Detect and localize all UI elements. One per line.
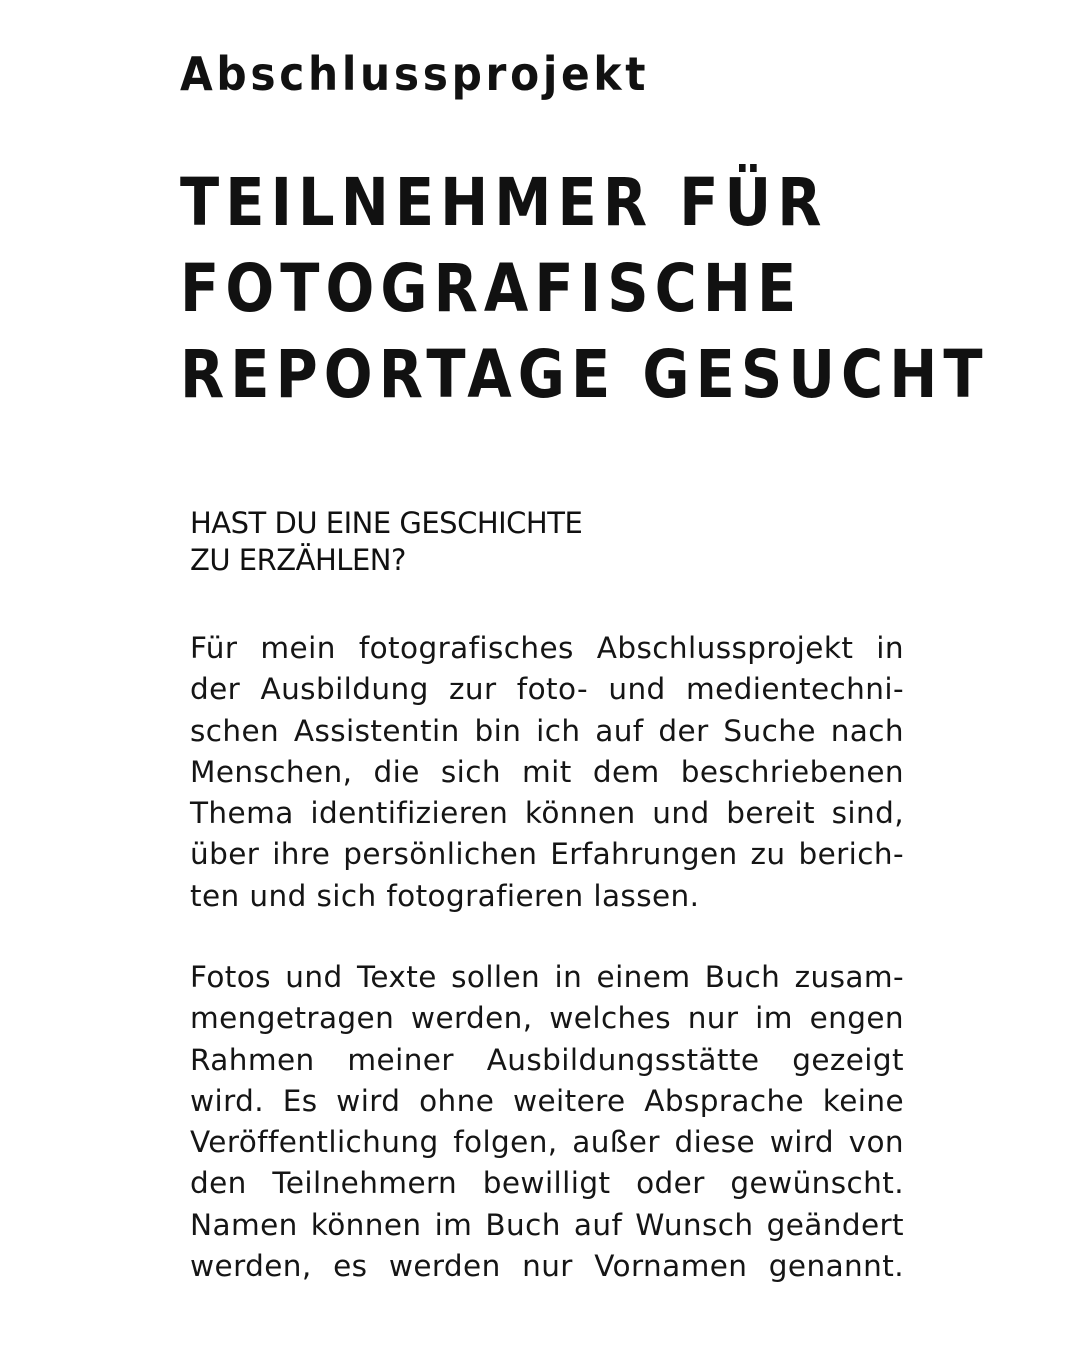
paragraph-intro — [190, 628, 904, 917]
paragraph-line: Für mein fotografisches Abschlussprojekt in — [190, 631, 904, 665]
paragraph-line: wird. Es wird ohne weitere Absprache keine — [190, 1083, 904, 1118]
subheading-line: HAST DU EINE GESCHICHTE — [190, 506, 583, 540]
paragraph-line: Rahmen meiner Ausbildungsstätte gezeigt — [190, 1042, 904, 1077]
paragraph-line: den Teilnehmern bewilligt oder gewünscht. — [190, 1166, 904, 1201]
paragraph-line: ten und sich fotografieren lassen. — [190, 878, 700, 913]
paragraph-line: der Ausbildung zur foto- und medientechni- — [190, 672, 904, 707]
paragraph-line: mengetragen werden, welches nur im engen — [190, 1001, 904, 1036]
subheading-line: ZU ERZÄHLEN? — [190, 543, 406, 577]
headline-line: TEILNEHMER FÜR — [180, 164, 828, 241]
paragraph-line: Namen können im Buch auf Wunsch geändert — [190, 1207, 904, 1242]
paragraph-line: Thema identifizieren können und bereit sind, — [190, 796, 904, 831]
paragraph-line: Menschen, die sich mit dem beschriebenen — [190, 754, 904, 789]
paragraph-line: werden, es werden nur Vornamen genannt. — [190, 1249, 904, 1284]
paragraph-privacy — [190, 957, 904, 1287]
headline — [180, 160, 989, 418]
kicker-title: Abschlussprojekt — [180, 47, 650, 101]
paragraph-line: Fotos und Texte sollen in einem Buch zusam- — [190, 960, 904, 994]
paragraph-line: schen Assistentin bin ich auf der Suche nach — [190, 713, 904, 748]
headline-line: FOTOGRAFISCHE — [180, 250, 803, 327]
paragraph-line: Veröffentlichung folgen, außer diese wird von — [190, 1125, 904, 1160]
subheading — [190, 505, 582, 579]
paragraph-line: über ihre persönlichen Erfahrungen zu berich- — [190, 837, 904, 872]
headline-line: REPORTAGE GESUCHT — [180, 336, 989, 413]
